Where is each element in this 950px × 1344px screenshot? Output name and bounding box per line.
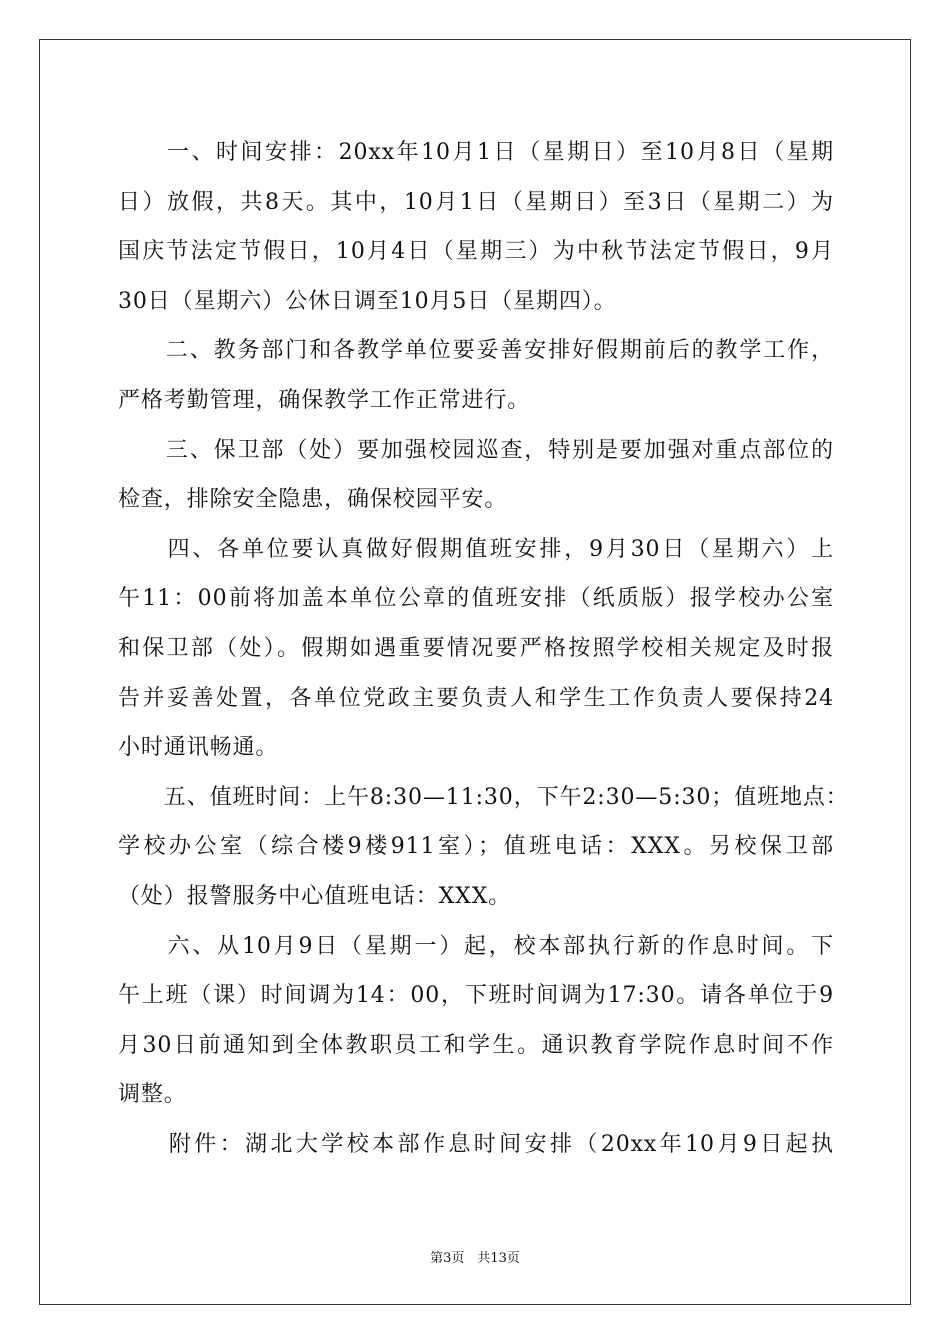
document-line: 调整。	[118, 1082, 187, 1108]
document-line: 严格考勤管理，确保教学工作正常进行。	[118, 387, 531, 413]
document-line: 日）放假，共8天。其中，10月1日（星期日）至3日（星期二）为	[118, 189, 834, 215]
document-line: 二、教务部门和各教学单位要妥善安排好假期前后的教学工作，	[118, 338, 834, 364]
page-number-footer: 第3页 共13页	[430, 1251, 520, 1266]
document-line: 检查，排除安全隐患，确保校园平安。	[118, 487, 508, 513]
document-line: 小时通讯畅通。	[118, 735, 279, 761]
document-line: 月30日前通知到全体教职员工和学生。通识教育学院作息时间不作	[118, 1032, 834, 1058]
document-line: 一、时间安排：20xx年10月1日（星期日）至10月8日（星期	[118, 140, 834, 165]
document-line: 附件：湖北大学校本部作息时间安排（20xx年10月9日起执	[118, 1131, 834, 1157]
document-line: 午11：00前将加盖本单位公章的值班安排（纸质版）报学校办公室	[118, 586, 834, 612]
document-line: 国庆节法定节假日，10月4日（星期三）为中秋节法定节假日，9月	[118, 239, 834, 265]
document-line: 六、从10月9日（星期一）起，校本部执行新的作息时间。下	[118, 933, 834, 959]
document-line: 30日（星期六）公休日调至10月5日（星期四）。	[118, 288, 617, 314]
document-line: 和保卫部（处）。假期如遇重要情况要严格按照学校相关规定及时报	[118, 635, 834, 661]
document-line: 午上班（课）时间调为14：00，下班时间调为17:30。请各单位于9	[118, 983, 834, 1009]
document-line: 四、各单位要认真做好假期值班安排，9月30日（星期六）上	[118, 536, 834, 562]
document-line: 三、保卫部（处）要加强校园巡查，特别是要加强对重点部位的	[118, 437, 834, 463]
document-body	[118, 128, 849, 1169]
document-line: （处）报警服务中心值班电话：XXX。	[118, 883, 512, 909]
document-line: 五、值班时间：上午8:30—11:30，下午2:30—5:30；值班地点：	[118, 784, 849, 810]
document-line: 告并妥善处置，各单位党政主要负责人和学生工作负责人要保持24	[118, 685, 834, 711]
document-line: 学校办公室（综合楼9楼911室）；值班电话：XXX。另校保卫部	[118, 834, 834, 860]
